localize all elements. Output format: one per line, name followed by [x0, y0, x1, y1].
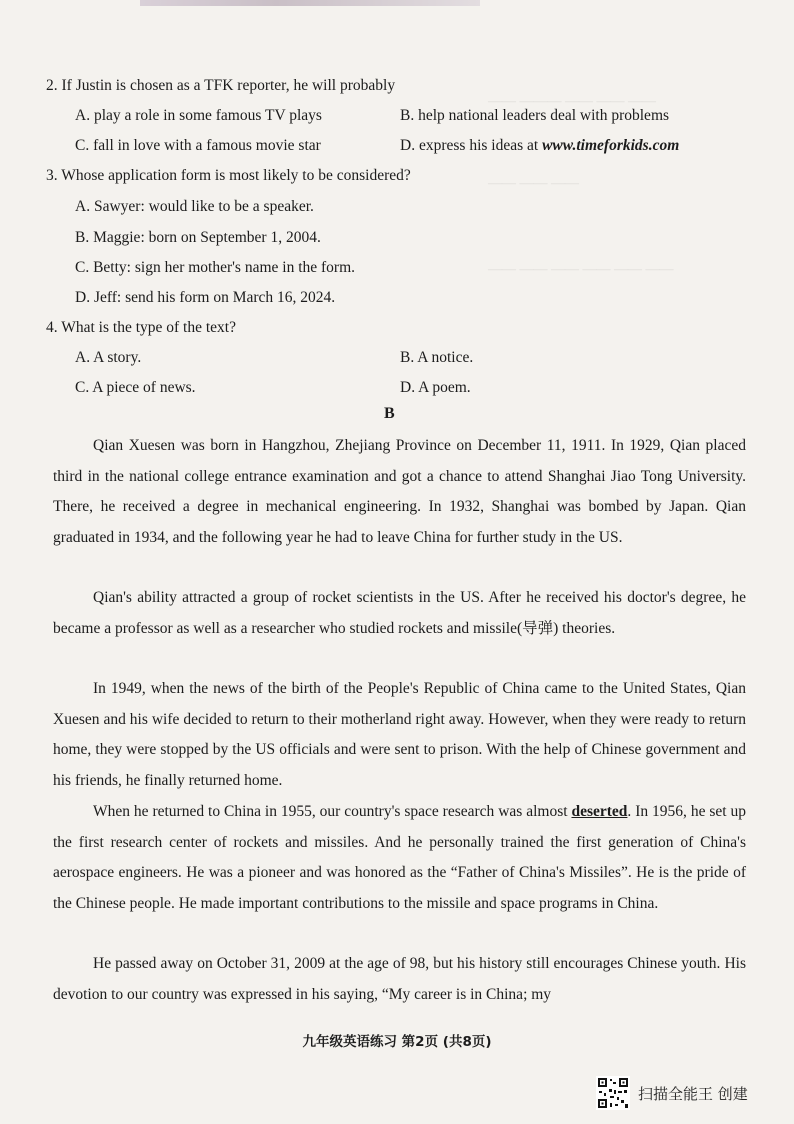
section-heading: B	[384, 405, 395, 422]
option-text: A story.	[93, 349, 142, 366]
option-text: A poem.	[418, 379, 471, 396]
option-letter: C.	[75, 259, 90, 276]
q2-option-d	[400, 136, 679, 156]
question-text: Whose application form is most likely to be considered?	[61, 167, 411, 184]
page-footer: 九年级英语练习 第2页 (共8页)	[302, 1034, 492, 1050]
q4-option-b	[400, 348, 473, 368]
paragraph-4-rest: . In 1956, he set up the first research center of rockets and missiles. And he personally trained the first generation of China's aerospace engineers. He was a pioneer and was honored as the “Father of China's Missiles”. He is the pride of the Chinese people. He made important contributions to the missile and space programs in China.	[53, 803, 746, 912]
q2-option-c	[75, 136, 321, 156]
question-4	[46, 318, 236, 338]
q4-option-d	[400, 378, 471, 398]
scanner-label: 扫描全能王 创建	[638, 1084, 748, 1103]
option-text: Maggie: born on September 1, 2004.	[93, 229, 321, 246]
option-letter: B.	[400, 107, 415, 124]
option-text: A piece of news.	[92, 379, 196, 396]
option-letter: D.	[75, 289, 91, 306]
paragraph-1: Qian Xuesen was born in Hangzhou, Zhejiang Province on December 11, 1911. In 1929, Qian placed third in the national college entrance examination and got a chance to attend Shanghai Jiao Tong University. There, he received a degree in mechanical engineering. In 1932, Shanghai was bombed by Japan. Qian graduated in 1934, and the following year he had to leave China for further study in the US.	[53, 437, 746, 546]
q3-option-d	[75, 288, 335, 308]
question-text: If Justin is chosen as a TFK reporter, he will probably	[61, 77, 396, 94]
question-2	[46, 76, 395, 96]
option-letter: A.	[75, 349, 91, 366]
option-letter: C.	[75, 379, 90, 396]
option-letter: D.	[400, 379, 416, 396]
option-letter: A.	[75, 107, 91, 124]
option-letter: D.	[400, 137, 416, 154]
scanner-watermark	[596, 1076, 748, 1110]
question-number: 4.	[46, 319, 58, 336]
question-3	[46, 166, 411, 186]
bleed-through-text: —— ——— —— —— ——	[488, 94, 656, 109]
q2-option-a	[75, 106, 322, 126]
question-text: What is the type of the text?	[61, 319, 236, 336]
option-text: help national leaders deal with problems	[418, 107, 670, 124]
option-text: Betty: sign her mother's name in the form.	[93, 259, 356, 276]
bleed-through-text: —— —— ——	[488, 176, 579, 191]
q3-option-b	[75, 228, 321, 248]
option-text: Sawyer: would like to be a speaker.	[93, 198, 314, 215]
question-number: 2.	[46, 77, 58, 94]
option-text: express his ideas at	[418, 137, 539, 154]
option-letter: C.	[75, 137, 90, 154]
q3-option-a	[75, 197, 314, 217]
website-url: www.timeforkids.com	[542, 137, 680, 154]
option-text: A notice.	[417, 349, 474, 366]
q4-option-c	[75, 378, 196, 398]
bleed-through-text: —— —— —— —— —— ——	[488, 262, 674, 277]
question-number: 3.	[46, 167, 58, 184]
option-letter: B.	[75, 229, 90, 246]
q2-option-b	[400, 106, 669, 126]
option-text: Jeff: send his form on March 16, 2024.	[93, 289, 336, 306]
underlined-word: deserted	[571, 803, 628, 820]
option-text: fall in love with a famous movie star	[93, 137, 321, 154]
option-letter: A.	[75, 198, 91, 215]
q4-option-a	[75, 348, 141, 368]
qr-code-icon	[596, 1076, 630, 1110]
paragraph-5: He passed away on October 31, 2009 at the age of 98, but his history still encourages Chinese youth. His devotion to our country was expressed in his saying, “My career is in China; my	[53, 955, 746, 1003]
option-letter: B.	[400, 349, 415, 366]
q3-option-c	[75, 258, 355, 278]
paragraph-4-start: When he returned to China in 1955, our country's space research was almost	[93, 803, 572, 820]
paragraph-3: In 1949, when the news of the birth of the People's Republic of China came to the United States, Qian Xuesen and his wife decided to return to their motherland right away. However, when they were ready to return home, they were stopped by the US officials and were sent to prison. With the help of Chinese government and his friends, he finally returned home.	[53, 680, 746, 789]
paragraph-4	[53, 797, 746, 919]
option-text: play a role in some famous TV plays	[93, 107, 322, 124]
paragraph-2: Qian's ability attracted a group of rocket scientists in the US. After he received his doctor's degree, he became a professor as well as a researcher who studied rockets and missile(导弹) theories.	[53, 589, 746, 637]
